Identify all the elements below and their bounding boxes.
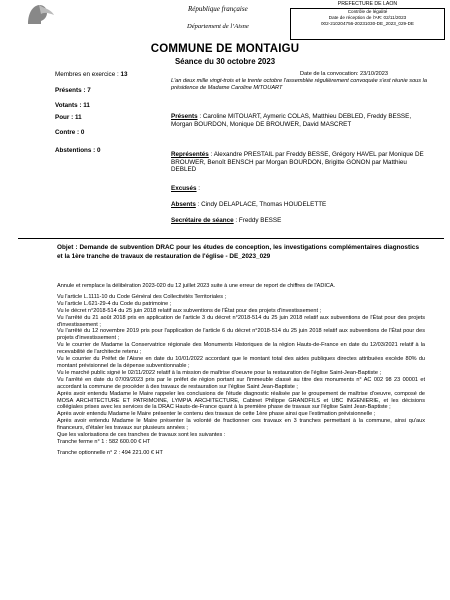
presents-list (171, 113, 429, 128)
body-paragraph: Vu l'article L.621-29-4 du Code du patrimoine ; (57, 300, 172, 307)
body-paragraph: Vu l'arrêté en date du 07/09/2023 pris par le préfet de région portant sur l'immeuble classé au titre des monuments n° AC 002 98 23 00001 et accordant la commune de procéder à des travaux de restauration sur l'église Saint Jean-Baptiste ; (57, 376, 425, 390)
represented-heading: Représentés (171, 151, 209, 158)
abstention-label: Abstentions : (55, 147, 96, 154)
for-count (55, 114, 82, 121)
present-label: Présents : (55, 87, 86, 94)
tranche-line: Tranche optionnelle n° 2 : 494 221.00 € HT (57, 449, 163, 456)
body-paragraph: Vu le courrier de Madame la Conservatrice régionale des Monuments Historiques de la région Hauts-de-France en date du 12/03/2021 relatif à la recevabilité de l'architecte retenu ; (57, 342, 425, 356)
deliberation-body (57, 283, 425, 457)
secretary-heading: Secrétaire de séance (171, 217, 234, 224)
deliberation-subject: Objet : Demande de subvention DRAC pour les études de conception, les investigations complémentaires diagnostics et la 1ère tranche de travaux de restauration de l'église - DE_2023_029 (57, 244, 419, 261)
represented-list (171, 151, 429, 174)
body-paragraph: Que les valorisations de ces tranches de travaux sont les suivantes : (57, 432, 226, 439)
against-value: 0 (80, 129, 85, 136)
abstention-value: 0 (96, 147, 101, 154)
stamp-title: PREFECTURE DE LAON (290, 0, 445, 9)
voters-label: Votants : (55, 102, 82, 109)
convocation-date: Date de la convocation: 23/10/2023 (300, 71, 389, 77)
prefecture-stamp (290, 0, 445, 38)
members-value: 13 (120, 71, 128, 78)
against-label: Contre : (55, 129, 80, 136)
present-value: 7 (87, 87, 91, 94)
stamp-line: Date de réception de l'AR: 02/11/2023 (328, 15, 407, 20)
stamp-line: Contrôle de légalité (347, 9, 388, 14)
tranche-line: Tranche ferme n° 1 : 582 600.00 € HT (57, 438, 151, 445)
session-date: Séance du 30 octobre 2023 (174, 57, 276, 66)
secretary-name: : Freddy BESSE (233, 217, 282, 224)
meeting-intro: L'an deux mille vingt-trois et le trente octobre l'assemblée régulièrement convoquée s'est réunie sous la présidence de Madame Caroline MITOUART (171, 78, 427, 92)
excused-list (171, 185, 429, 193)
excused-heading: Excusés (171, 185, 197, 192)
body-paragraph: Après avoir entendu Madame le Maire rappeler les conclusions de l'étude diagnostic réalisée par le groupement de maîtrise d'oeuvre, composé de MOSA ARCHITECTURE ET PATRIMOINE, LYMPIA ARCHITECTURE, Cabinet Philippe GRANDFILS et UBC INGENIERIE, et les décisions collégiales prises avec les services de la DRAC Hauts-de-France quant à la première phase de travaux sur l'église Saint Jean-Baptiste ; (57, 390, 425, 411)
body-paragraph: Annule et remplace la délibération 2023-020 du 12 juillet 2023 suite à une erreur de report de chiffres de l'ADICA. (57, 283, 336, 289)
abstention-count (55, 147, 101, 154)
body-paragraph: Vu l'arrêté du 21 août 2018 pris en application de l'article 3 du décret n°2018-514 du 25 juin 2018 relatif aux subventions de l'État pour des projets d'investissement ; (57, 314, 425, 328)
presents-names: : Caroline MITOUART, Aymeric COLAS, Matthieu DEBLED, Freddy BESSE, Morgan BOURDON, Monique DE BROUWER, David MASCRET (171, 113, 412, 128)
republic-label: République française (188, 5, 248, 13)
body-paragraph: Après avoir entendu Madame le Maire présenter le contenu des travaux de cette 1ère phase ainsi que l'estimation prévisionnelle ; (57, 411, 376, 418)
body-paragraph: Vu l'article L.1111-10 du Code Général des Collectivités Territoriales ; (57, 293, 227, 300)
section-divider (18, 238, 444, 239)
marianne-logo (22, 2, 56, 28)
body-paragraph: Vu le marché public signé le 02/11/2022 relatif à la mission de maîtrise d'oeuvre pour la restauration de l'église Saint-Jean-Baptiste ; (57, 369, 382, 376)
absent-names: : Cindy DELAPLACE, Thomas HOUDELETTE (195, 201, 327, 208)
absent-list (171, 201, 429, 209)
secretary-line (171, 217, 429, 225)
excused-names: : (196, 185, 201, 192)
against-count (55, 129, 84, 136)
present-count (55, 87, 91, 94)
body-paragraph: Vu l'arrêté du 12 novembre 2019 pris pour l'application de l'article 6 du décret n°2018-514 du 25 juin 2018 relatif aux subventions de l'État pour des projets d'investissement ; (57, 328, 425, 342)
body-paragraph: Vu le décret n°2018-514 du 25 juin 2018 relatif aux subventions de l'État pour des projets d'investissement ; (57, 307, 322, 314)
for-value: 11 (74, 114, 82, 121)
members-label: Membres en exercice : (55, 71, 119, 78)
members-count (55, 71, 127, 78)
voters-value: 11 (83, 102, 90, 109)
for-label: Pour : (55, 114, 74, 121)
department-label: Département de l’Aisne (187, 23, 249, 30)
absent-heading: Absents (171, 201, 196, 208)
commune-title: COMMUNE DE MONTAIGU (150, 43, 300, 55)
stamp-box (290, 9, 445, 40)
body-paragraph: Après avoir entendu Madame le Maire présenter la volonté de fractionner ces travaux en 3 tranches permettant à la commune, ainsi qu'aux financeurs, d'étaler les travaux sur plusieurs années ; (57, 418, 425, 432)
presents-heading: Présents (171, 113, 198, 120)
represented-names: : Alexandre PRESTAIL par Freddy BESSE, Grégory HAVEL par Monique DE BROUWER, Benoît BENSCH par Morgan BOURDON, Brigitte GONON par Matthieu DEBLED (171, 151, 424, 174)
stamp-line: 002-210204756-20231030-DE_2023_029-DE (321, 21, 414, 26)
body-paragraph: Vu le courrier du Préfet de l'Aisne en date du 10/01/2022 accordant que le montant total des aides publiques directes attribuées excède 80% du montant prévisionnel de la dépense subventionnable ; (57, 356, 425, 369)
voters-count (55, 102, 90, 109)
